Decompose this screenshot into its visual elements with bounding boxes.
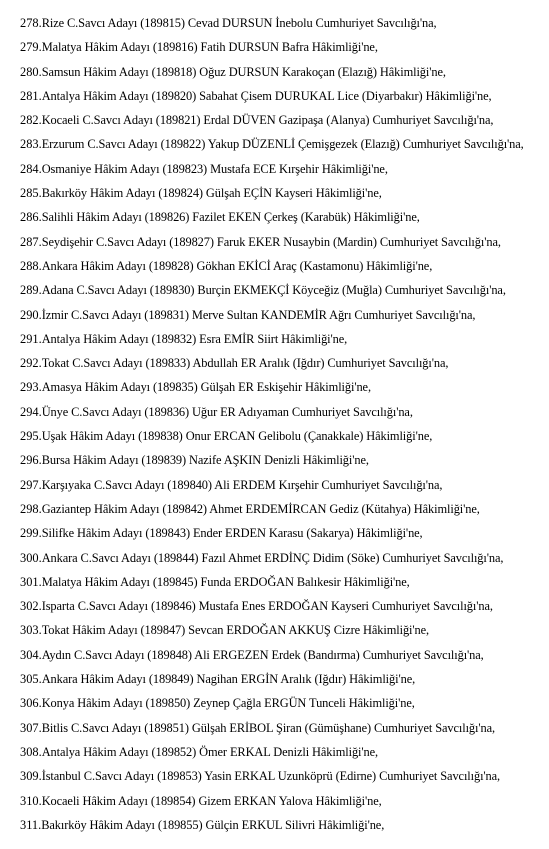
entry-number: 279.	[20, 40, 42, 55]
list-item	[20, 424, 547, 448]
entry-text: Ankara Hâkim Adayı (189828) Gökhan EKİCİ Araç (Kastamonu) Hâkimliği'ne,	[41, 258, 433, 273]
entry-number: 278.	[20, 16, 42, 30]
entry-text: Konya Hâkim Adayı (189850) Zeynep Çağla ERGÜN Tunceli Hâkimliği'ne,	[41, 696, 415, 711]
entry-number: 288.	[20, 258, 42, 273]
entry-text: Antalya Hâkim Adayı (189852) Ömer ERKAL Denizli Hâkimliği'ne,	[41, 744, 379, 759]
entry-text: Samsun Hâkim Adayı (189818) Oğuz DURSUN Karakoçan (Elazığ) Hâkimliği'ne,	[41, 64, 446, 79]
entry-text: Malatya Hâkim Adayı (189845) Funda ERDOĞAN Balıkesir Hâkimliği'ne,	[41, 574, 410, 589]
entry-text: Ankara C.Savcı Adayı (189844) Fazıl Ahmet ERDİNÇ Didim (Söke) Cumhuriyet Savcılığı'na,	[41, 550, 504, 565]
list-item	[20, 618, 547, 642]
entry-number: 307.	[20, 720, 42, 735]
list-item	[20, 303, 547, 327]
entry-number: 287.	[20, 234, 42, 249]
entry-text: Bursa Hâkim Adayı (189839) Nazife AŞKIN Denizli Hâkimliği'ne,	[41, 453, 369, 468]
entry-number: 299.	[20, 526, 42, 541]
entry-text: Silifke Hâkim Adayı (189843) Ender ERDEN Karasu (Sakarya) Hâkimliği'ne,	[41, 526, 423, 541]
entry-text: Rize C.Savcı Adayı (189815) Cevad DURSUN İnebolu Cumhuriyet Savcılığı'na,	[41, 16, 437, 30]
entry-text: Osmaniye Hâkim Adayı (189823) Mustafa ECE Kırşehir Hâkimliği'ne,	[41, 161, 388, 176]
list-item	[20, 278, 547, 302]
entry-number: 301.	[20, 574, 42, 589]
entry-number: 308.	[20, 744, 42, 759]
entry-number: 297.	[20, 477, 42, 492]
list-item	[20, 181, 547, 205]
entry-number: 283.	[20, 137, 42, 152]
entry-number: 304.	[20, 647, 42, 662]
entry-text: Malatya Hâkim Adayı (189816) Fatih DURSUN Bafra Hâkimliği'ne,	[41, 40, 378, 55]
entry-number: 285.	[20, 186, 42, 201]
entry-number: 303.	[20, 623, 42, 638]
list-item	[20, 521, 547, 545]
entry-text: Kocaeli Hâkim Adayı (189854) Gizem ERKAN Yalova Hâkimliği'ne,	[41, 793, 382, 808]
entry-text: Antalya Hâkim Adayı (189820) Sabahat Çisem DURUKAL Lice (Diyarbakır) Hâkimliği'ne,	[41, 88, 492, 103]
entry-text: Erzurum C.Savcı Adayı (189822) Yakup DÜZENLİ Çemişgezek (Elazığ) Cumhuriyet Savcılığı'na,	[41, 137, 524, 152]
entry-number: 289.	[20, 283, 42, 298]
list-item	[20, 375, 547, 399]
list-item	[20, 400, 547, 424]
list-item	[20, 448, 547, 472]
list-item	[20, 60, 547, 84]
entry-text: Isparta C.Savcı Adayı (189846) Mustafa Enes ERDOĞAN Kayseri Cumhuriyet Savcılığı'na,	[41, 599, 493, 614]
entry-number: 291.	[20, 331, 42, 346]
entry-number: 293.	[20, 380, 42, 395]
list-item	[20, 11, 547, 35]
list-item	[20, 764, 547, 788]
entry-number: 281.	[20, 88, 42, 103]
entry-number: 311.	[20, 817, 42, 832]
entry-number: 294.	[20, 404, 42, 419]
list-item	[20, 813, 547, 837]
entry-text: Antalya Hâkim Adayı (189832) Esra EMİR Siirt Hâkimliği'ne,	[41, 331, 348, 346]
list-item	[20, 84, 547, 108]
list-item	[20, 108, 547, 132]
list-item	[20, 570, 547, 594]
list-item	[20, 667, 547, 691]
entry-number: 309.	[20, 769, 42, 784]
entry-text: Bitlis C.Savcı Adayı (189851) Gülşah ERİBOL Şiran (Gümüşhane) Cumhuriyet Savcılığı'na,	[41, 720, 495, 735]
entry-number: 305.	[20, 672, 42, 687]
entry-number: 296.	[20, 453, 42, 468]
entry-text: Gaziantep Hâkim Adayı (189842) Ahmet ERDEMİRCAN Gediz (Kütahya) Hâkimliği'ne,	[41, 501, 480, 516]
entry-text: Bakırköy Hâkim Adayı (189824) Gülşah EÇİN Kayseri Hâkimliği'ne,	[41, 186, 382, 201]
entry-number: 282.	[20, 113, 42, 128]
entry-number: 300.	[20, 550, 42, 565]
entry-number: 284.	[20, 161, 42, 176]
entry-text: Ankara Hâkim Adayı (189849) Nagihan ERGİN Aralık (Iğdır) Hâkimliği'ne,	[41, 672, 416, 687]
appointment-list	[20, 11, 547, 837]
entry-text: İzmir C.Savcı Adayı (189831) Merve Sultan KANDEMİR Ağrı Cumhuriyet Savcılığı'na,	[41, 307, 476, 322]
list-item	[20, 594, 547, 618]
list-item	[20, 230, 547, 254]
entry-number: 286.	[20, 210, 42, 225]
entry-text: Adana C.Savcı Adayı (189830) Burçin EKMEKÇİ Köyceğiz (Muğla) Cumhuriyet Savcılığı'na,	[41, 283, 506, 298]
list-item	[20, 132, 547, 156]
list-item	[20, 473, 547, 497]
entry-number: 298.	[20, 501, 42, 516]
entry-number: 302.	[20, 599, 42, 614]
list-item	[20, 546, 547, 570]
entry-text: Amasya Hâkim Adayı (189835) Gülşah ER Eskişehir Hâkimliği'ne,	[41, 380, 371, 395]
entry-number: 292.	[20, 356, 42, 371]
list-item	[20, 254, 547, 278]
entry-text: Aydın C.Savcı Adayı (189848) Ali ERGEZEN Erdek (Bandırma) Cumhuriyet Savcılığı'na,	[41, 647, 484, 662]
entry-text: Tokat Hâkim Adayı (189847) Sevcan ERDOĞAN AKKUŞ Cizre Hâkimliği'ne,	[41, 623, 430, 638]
entry-number: 290.	[20, 307, 42, 322]
list-item	[20, 716, 547, 740]
list-item	[20, 351, 547, 375]
entry-number: 306.	[20, 696, 42, 711]
entry-text: Seydişehir C.Savcı Adayı (189827) Faruk EKER Nusaybin (Mardin) Cumhuriyet Savcılığı'na,	[41, 234, 501, 249]
entry-text: Bakırköy Hâkim Adayı (189855) Gülçin ERKUL Silivri Hâkimliği'ne,	[41, 817, 385, 832]
list-item	[20, 643, 547, 667]
entry-number: 280.	[20, 64, 42, 79]
entry-text: İstanbul C.Savcı Adayı (189853) Yasin ERKAL Uzunköprü (Edirne) Cumhuriyet Savcılığı'na,	[41, 769, 501, 784]
entry-text: Ünye C.Savcı Adayı (189836) Uğur ER Adıyaman Cumhuriyet Savcılığı'na,	[41, 404, 413, 419]
entry-number: 310.	[20, 793, 42, 808]
list-item	[20, 157, 547, 181]
entry-text: Uşak Hâkim Adayı (189838) Onur ERCAN Gelibolu (Çanakkale) Hâkimliği'ne,	[41, 429, 433, 444]
entry-text: Karşıyaka C.Savcı Adayı (189840) Ali ERDEM Kırşehir Cumhuriyet Savcılığı'na,	[41, 477, 443, 492]
list-item	[20, 789, 547, 813]
entry-text: Tokat C.Savcı Adayı (189833) Abdullah ER Aralık (Iğdır) Cumhuriyet Savcılığı'na,	[41, 356, 449, 371]
entry-text: Kocaeli C.Savcı Adayı (189821) Erdal DÜVEN Gazipaşa (Alanya) Cumhuriyet Savcılığı'na,	[41, 113, 494, 128]
list-item	[20, 740, 547, 764]
list-item	[20, 205, 547, 229]
list-item	[20, 35, 547, 59]
list-item	[20, 691, 547, 715]
list-item	[20, 327, 547, 351]
entry-number: 295.	[20, 429, 42, 444]
entry-text: Salihli Hâkim Adayı (189826) Fazilet EKEN Çerkeş (Karabük) Hâkimliği'ne,	[41, 210, 420, 225]
list-item	[20, 497, 547, 521]
